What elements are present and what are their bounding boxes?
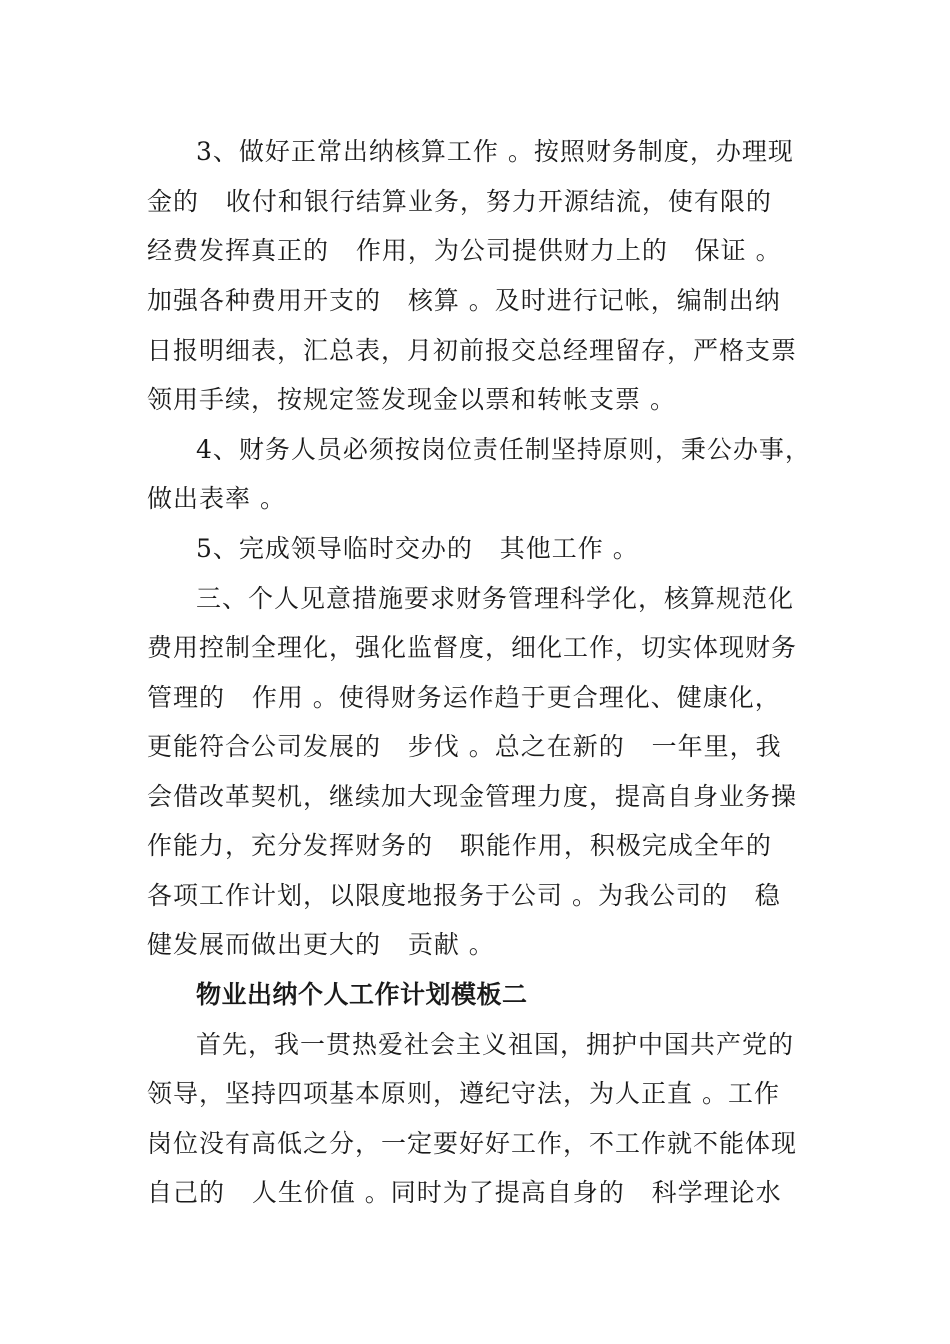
section-3-line-5: 会借改革契机，继续加大现金管理力度，提高自身业务操 — [147, 782, 798, 811]
paragraph-4-line-1: 4、财务人员必须按岗位责任制坚持原则，秉公办事， — [196, 435, 811, 464]
paragraph-3-line-3: 经费发挥真正的 作用，为公司提供财力上的 保证 。 — [147, 236, 782, 265]
section-3-line-4: 更能符合公司发展的 步伐 。总之在新的 一年里，我 — [147, 732, 782, 761]
paragraph-3-line-1: 3、做好正常出纳核算工作 。按照财务制度，办理现 — [196, 137, 794, 166]
paragraph-3-line-4: 加强各种费用开支的 核算 。及时进行记帐，编制出纳 — [147, 286, 781, 315]
paragraph-3-line-5: 日报明细表，汇总表，月初前报交总经理留存，严格支票 — [147, 336, 798, 365]
template-2-line-3: 岗位没有高低之分，一定要好好工作，不工作就不能体现 — [147, 1129, 798, 1158]
section-3-line-6: 作能力，充分发挥财务的 职能作用，积极完成全年的 — [147, 831, 772, 860]
paragraph-4-line-2: 做出表率 。 — [147, 484, 286, 513]
template-2-line-2: 领导，坚持四项基本原则，遵纪守法，为人正直 。工作 — [147, 1079, 780, 1108]
template-2-line-4: 自己的 人生价值 。同时为了提高自身的 科学理论水 — [147, 1178, 782, 1207]
section-3-line-7: 各项工作计划，以限度地报务于公司 。为我公司的 稳 — [147, 881, 781, 910]
paragraph-3-line-6: 领用手续，按规定签发现金以票和转帐支票 。 — [147, 385, 676, 414]
section-3-line-8: 健发展而做出更大的 贡献 。 — [147, 930, 495, 959]
template-2-line-1: 首先，我一贯热爱社会主义祖国，拥护中国共产党的 — [196, 1030, 795, 1059]
section-3-line-1: 三、个人见意措施要求财务管理科学化，核算规范化 — [196, 584, 795, 613]
section-heading: 物业出纳个人工作计划模板二 — [196, 980, 528, 1009]
section-3-line-3: 管理的 作用 。使得财务运作趋于更合理化、健康化， — [147, 683, 781, 712]
paragraph-3-line-2: 金的 收付和银行结算业务，努力开源结流，使有限的 — [147, 187, 772, 216]
paragraph-5-line-1: 5、完成领导临时交办的 其他工作 。 — [196, 534, 639, 563]
section-3-line-2: 费用控制全理化，强化监督度，细化工作，切实体现财务 — [147, 633, 798, 662]
